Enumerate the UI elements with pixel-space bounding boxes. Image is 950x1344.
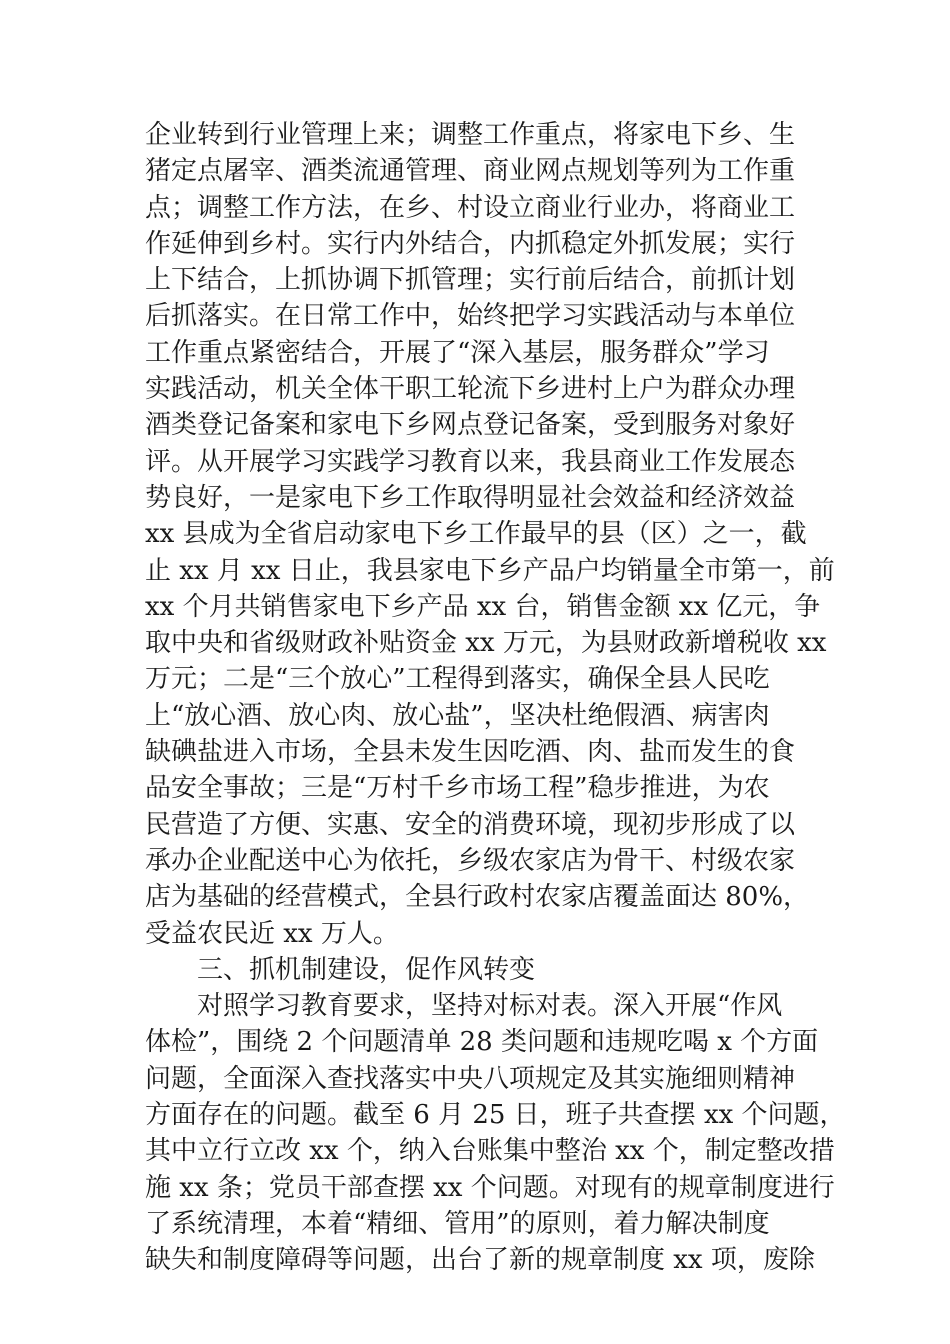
section-heading: 三、抓机制建设，促作风转变 — [197, 954, 536, 985]
text-line: 体检”，围绕 2 个问题清单 28 类问题和违规吃喝 x 个方面 — [145, 1027, 819, 1058]
text-line: 猪定点屠宰、酒类流通管理、商业网点规划等列为工作重 — [145, 156, 796, 187]
text-line: 酒类登记备案和家电下乡网点登记备案，受到服务对象好 — [145, 410, 796, 441]
text-line: 止 xx 月 xx 日止，我县家电下乡产品户均销量全市第一，前 — [145, 555, 835, 586]
text-line: 取中央和省级财政补贴资金 xx 万元，为县财政新增税收 xx — [145, 628, 827, 659]
text-line: 实践活动，机关全体干职工轮流下乡进村上户为群众办理 — [145, 374, 796, 405]
text-line: 问题，全面深入查找落实中央八项规定及其实施细则精神 — [145, 1063, 796, 1094]
text-line: 上下结合，上抓协调下抓管理；实行前后结合，前抓计划 — [145, 265, 796, 296]
text-line: 缺失和制度障碍等问题，出台了新的规章制度 xx 项，废除 — [145, 1245, 815, 1276]
text-line: 对照学习教育要求，坚持对标对表。深入开展“作风 — [197, 991, 783, 1022]
text-line: 了系统清理，本着“精细、管用”的原则，着力解决制度 — [145, 1208, 770, 1239]
text-line: 受益农民近 xx 万人。 — [145, 918, 399, 949]
text-line: 其中立行立改 xx 个，纳入台账集中整治 xx 个，制定整改措 — [145, 1136, 835, 1167]
body-text — [145, 117, 846, 1279]
text-line: 后抓落实。在日常工作中，始终把学习实践活动与本单位 — [145, 301, 796, 332]
text-line: xx 县成为全省启动家电下乡工作最早的县（区）之一，截 — [145, 519, 807, 550]
text-line: 作延伸到乡村。实行内外结合，内抓稳定外抓发展；实行 — [145, 228, 796, 259]
text-line: 民营造了方便、实惠、安全的消费环境，现初步形成了以 — [145, 809, 796, 840]
text-line: 上“放心酒、放心肉、放心盐”，坚决杜绝假酒、病害肉 — [145, 700, 770, 731]
text-line: 方面存在的问题。截至 6 月 25 日，班子共查摆 xx 个问题， — [145, 1100, 846, 1131]
text-line: 品安全事故；三是“万村千乡市场工程”稳步推进，为农 — [145, 773, 770, 804]
text-line: 评。从开展学习实践学习教育以来，我县商业工作发展态 — [145, 446, 796, 477]
text-line: 企业转到行业管理上来；调整工作重点，将家电下乡、生 — [145, 120, 796, 150]
text-line: 工作重点紧密结合，开展了“深入基层，服务群众”学习 — [145, 337, 770, 368]
text-line: 万元；二是“三个放心”工程得到落实，确保全县人民吃 — [145, 664, 770, 695]
text-line: 缺碘盐进入市场，全县未发生因吃酒、肉、盐而发生的食 — [145, 737, 796, 768]
text-line: 点；调整工作方法，在乡、村设立商业行业办，将商业工 — [145, 192, 796, 223]
text-line: 承办企业配送中心为依托，乡级农家店为骨干、村级农家 — [145, 845, 796, 876]
text-line: 施 xx 条；党员干部查摆 xx 个问题。对现有的规章制度进行 — [145, 1172, 835, 1203]
text-line: xx 个月共销售家电下乡产品 xx 台，销售金额 xx 亿元，争 — [145, 591, 821, 622]
text-line: 势良好，一是家电下乡工作取得明显社会效益和经济效益 — [145, 482, 796, 513]
text-line: 店为基础的经营模式，全县行政村农家店覆盖面达 80%， — [145, 882, 810, 913]
